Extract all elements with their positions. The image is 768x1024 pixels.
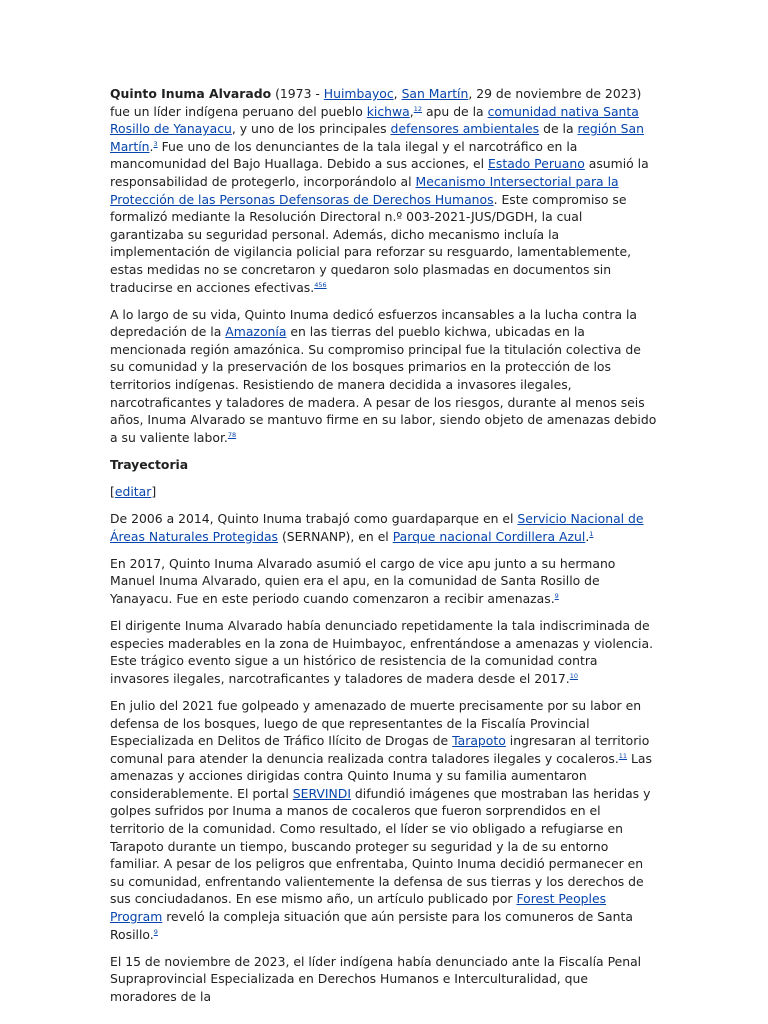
text-run: En julio del 2021 fue golpeado y amenazado de muerte precisamente por su labor en defensa de los bosques, luego de que representantes de la Fiscalía Provincial Especializada en Delitos de Tráfico Ilícito de Drogas de <box>110 697 642 749</box>
reference-sup <box>154 928 158 936</box>
reference-link[interactable]: 9 <box>554 591 559 600</box>
edit-bracket: ] <box>151 483 157 499</box>
paragraph-intro <box>110 85 658 296</box>
text-run: Fue uno de los denunciantes de la tala ilegal y el narcotráfico en la mancomunidad del Bajo Huallaga. Debido a sus acciones, el <box>110 138 578 172</box>
text-run: , <box>393 86 402 101</box>
link-san-martin[interactable]: San Martín <box>401 86 469 101</box>
text-run: , <box>409 103 414 119</box>
text-run: . <box>585 528 590 544</box>
link-estado-peruano[interactable]: Estado Peruano <box>488 156 585 172</box>
text-run: A lo largo de su vida, Quinto Inuma dedicó esfuerzos incansables a la lucha contra la depredación de la <box>110 306 638 340</box>
reference-link[interactable]: 10 <box>569 671 578 680</box>
link-parque-cordillera-azul[interactable]: Parque nacional Cordillera Azul <box>392 528 586 544</box>
reference-link[interactable]: 456 <box>314 280 327 289</box>
reference-link[interactable]: 3 <box>153 139 158 148</box>
text-run: difundió imágenes que mostraban las heridas y golpes sufridos por Inuma a manos de cocaleros que fueron sorprendidos en el territorio de la comunidad. Como resultado, el líder se vio obligado a refugiarse en Tarapoto durante un tiempo, buscando proteger su seguridad y la de su entorno familiar. A pesar de los peligros que enfrentaba, Quinto Inuma decidió permanecer en su comunidad, enfrentando valientemente la defensa de sus tierras y los derechos de sus conciudadanos. En ese mismo año, un artículo publicado por <box>110 785 651 907</box>
paragraph-2023 <box>110 953 658 1006</box>
paragraph-2021 <box>110 697 658 943</box>
reference-sup <box>414 105 422 113</box>
reference-sup <box>228 431 236 439</box>
text-run: apu de la <box>422 103 488 119</box>
link-comunidad-nativa[interactable]: comunidad nativa Santa Rosillo de Yanayacu <box>110 103 639 137</box>
reference-sup <box>555 592 559 600</box>
text-run: El dirigente Inuma Alvarado había denunciado repetidamente la tala indiscriminada de especies maderables en la zona de Huimbayoc, enfrentándose a amenazas y violencia. Este trágico evento sigue a un histórico de resistencia de la comunidad contra invasores ilegales, narcotraficantes y taladores de madera desde el 2017. <box>110 618 654 686</box>
reference-link[interactable]: 12 <box>413 104 422 113</box>
edit-section <box>110 483 658 501</box>
link-mecanismo-intersectorial[interactable]: Mecanismo Intersectorial para la Protección de las Personas Defensoras de Derechos Humanos <box>110 173 619 207</box>
link-huimbayoc[interactable]: Huimbayoc <box>323 86 394 101</box>
link-sernanp[interactable]: Servicio Nacional de Áreas Naturales Protegidas <box>110 511 644 544</box>
reference-sup <box>589 530 593 538</box>
link-amazonia[interactable]: Amazonía <box>225 324 287 340</box>
text-run: . <box>149 138 154 154</box>
text-run: ingresaran al territorio comunal para atender la denuncia realizada contra taladores ilegales y cocaleros. <box>110 733 650 766</box>
article-body <box>110 85 658 1015</box>
text-run: El 15 de noviembre de 2023, el líder indígena había denunciado ante la Fiscalía Penal Supraprovincial Especializada en Derechos Humanos e Interculturalidad, que moradores de la <box>110 953 642 1004</box>
text-run: (SERNANP), en el <box>278 528 393 544</box>
link-tarapoto[interactable]: Tarapoto <box>452 733 506 749</box>
reference-link[interactable]: 9 <box>153 927 158 936</box>
text-run: asumió la responsabilidad de protegerlo, incorporándolo al <box>110 156 649 189</box>
link-defensores-ambientales[interactable]: defensores ambientales <box>390 121 540 137</box>
text-run: de la <box>539 121 578 137</box>
text-run: Las amenazas y acciones dirigidas contra Quinto Inuma y su familia aumentaron considerablemente. El portal <box>110 750 652 801</box>
link-region-san-martin[interactable]: región San Martín <box>110 121 644 154</box>
edit-bracket: [ <box>110 483 115 499</box>
text-run: , y uno de los principales <box>231 121 391 137</box>
text-run: reveló la compleja situación que aún persiste para los comuneros de Santa Rosillo. <box>110 909 633 942</box>
paragraph-denuncias <box>110 617 658 687</box>
paragraph-life <box>110 306 658 447</box>
reference-link[interactable]: 11 <box>618 751 628 760</box>
text-run: en las tierras del pueblo kichwa, ubicadas en la mencionada región amazónica. Su compromiso principal fue la titulación colectiva de su comunidad y la preservación de los bosques primarios en la protección de los territorios indígenas. Resistiendo de manera decidida a invasores ilegales, narcotraficantes y taladores de madera. A pesar de los riesgos, durante al menos seis años, Inuma Alvarado se mantuvo firme en su labor, siendo objeto de amenazas debido a su valiente labor. <box>110 324 657 445</box>
reference-link[interactable]: 78 <box>227 430 237 439</box>
link-forest-peoples-program[interactable]: Forest Peoples Program <box>110 891 607 925</box>
text-run: En 2017, Quinto Inuma Alvarado asumió el cargo de vice apu junto a su hermano Manuel Inuma Alvarado, quien era el apu, en la comunidad de Santa Rosillo de Yanayacu. Fue en este periodo cuando comenzaron a recibir amenazas. <box>110 555 616 606</box>
text-run: , 29 de noviembre de 2023) fue un líder indígena peruano del pueblo <box>110 86 642 119</box>
subject-name: Quinto Inuma Alvarado <box>110 86 272 101</box>
text-run: (1973 - <box>271 86 324 101</box>
link-servindi[interactable]: SERVINDI <box>292 785 351 801</box>
section-heading: Trayectoria <box>110 456 189 472</box>
reference-sup <box>619 752 627 760</box>
edit-link[interactable]: editar <box>114 483 152 499</box>
paragraph-vice-apu <box>110 555 658 608</box>
link-kichwa[interactable]: kichwa <box>366 103 410 119</box>
text-run: . Este compromiso se formalizó mediante la Resolución Directoral n.º 003-2021-JUS/DGDH, la cual garantizaba su seguridad personal. Además, dicho mecanismo incluía la implementación de vigilancia policial para reforzar su resguardo, lamentablemente, estas medidas no se concretaron y quedaron solo plasmadas en documentos sin traducirse en acciones efectivas. <box>110 191 632 295</box>
text-run: De 2006 a 2014, Quinto Inuma trabajó como guardaparque en el <box>110 511 518 527</box>
paragraph-guardaparque <box>110 510 658 545</box>
reference-sup <box>314 281 326 289</box>
reference-link[interactable]: 1 <box>589 529 594 538</box>
reference-sup <box>570 672 578 680</box>
